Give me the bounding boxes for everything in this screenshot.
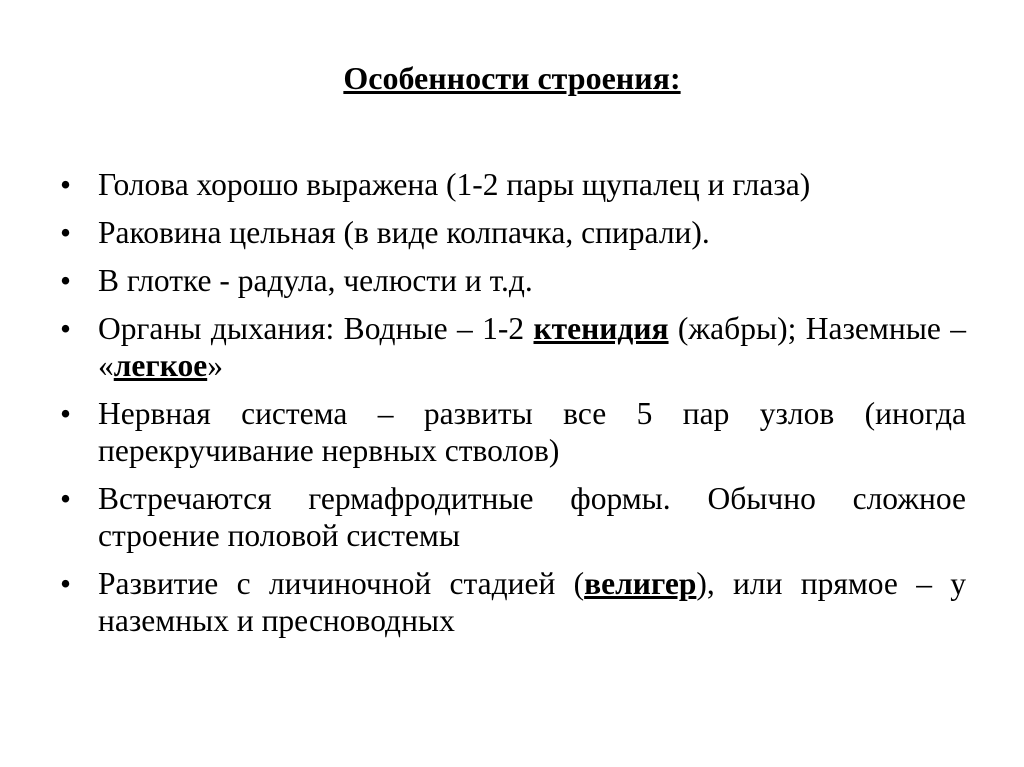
bullet-item — [60, 214, 966, 251]
bullet-text: В глотке - радула, челюсти и т.д. — [98, 263, 533, 298]
bullet-icon: • — [60, 396, 72, 431]
bullet-item — [60, 480, 966, 554]
bullet-text: (жабры); Наземные – « — [98, 311, 966, 383]
bullet-item — [60, 395, 966, 469]
bullet-icon: • — [60, 215, 72, 250]
bullet-text: Развитие с личиночной стадией ( — [98, 566, 585, 601]
bullet-text: Голова хорошо выражена (1-2 пары щупалец и глаза) — [98, 167, 811, 202]
bullet-icon: • — [60, 263, 72, 298]
bullet-item — [60, 310, 966, 384]
bullet-icon: • — [60, 566, 72, 601]
bullet-icon: • — [60, 311, 72, 346]
bullet-text: ), или прямое – у наземных и пресноводных — [98, 566, 966, 638]
emphasized-term: легкое — [113, 348, 208, 383]
slide-title: Особенности строения: — [343, 60, 681, 96]
bullet-text: Раковина цельная (в виде колпачка, спирали). — [98, 215, 710, 250]
bullet-text: Встречаются гермафродитные формы. Обычно сложное строение половой системы — [98, 481, 966, 553]
bullet-text: Органы дыхания: Водные – 1-2 — [98, 311, 534, 346]
bullet-icon: • — [60, 481, 72, 516]
bullet-list — [60, 166, 966, 650]
emphasized-term: ктенидия — [533, 311, 669, 346]
bullet-item — [60, 565, 966, 639]
bullet-icon: • — [60, 167, 72, 202]
bullet-text: » — [207, 348, 223, 383]
bullet-text: Нервная система – развиты все 5 пар узлов (иногда перекручивание нервных стволов) — [98, 396, 966, 468]
bullet-item — [60, 262, 966, 299]
bullet-item — [60, 166, 966, 203]
emphasized-term: велигер — [584, 566, 697, 601]
